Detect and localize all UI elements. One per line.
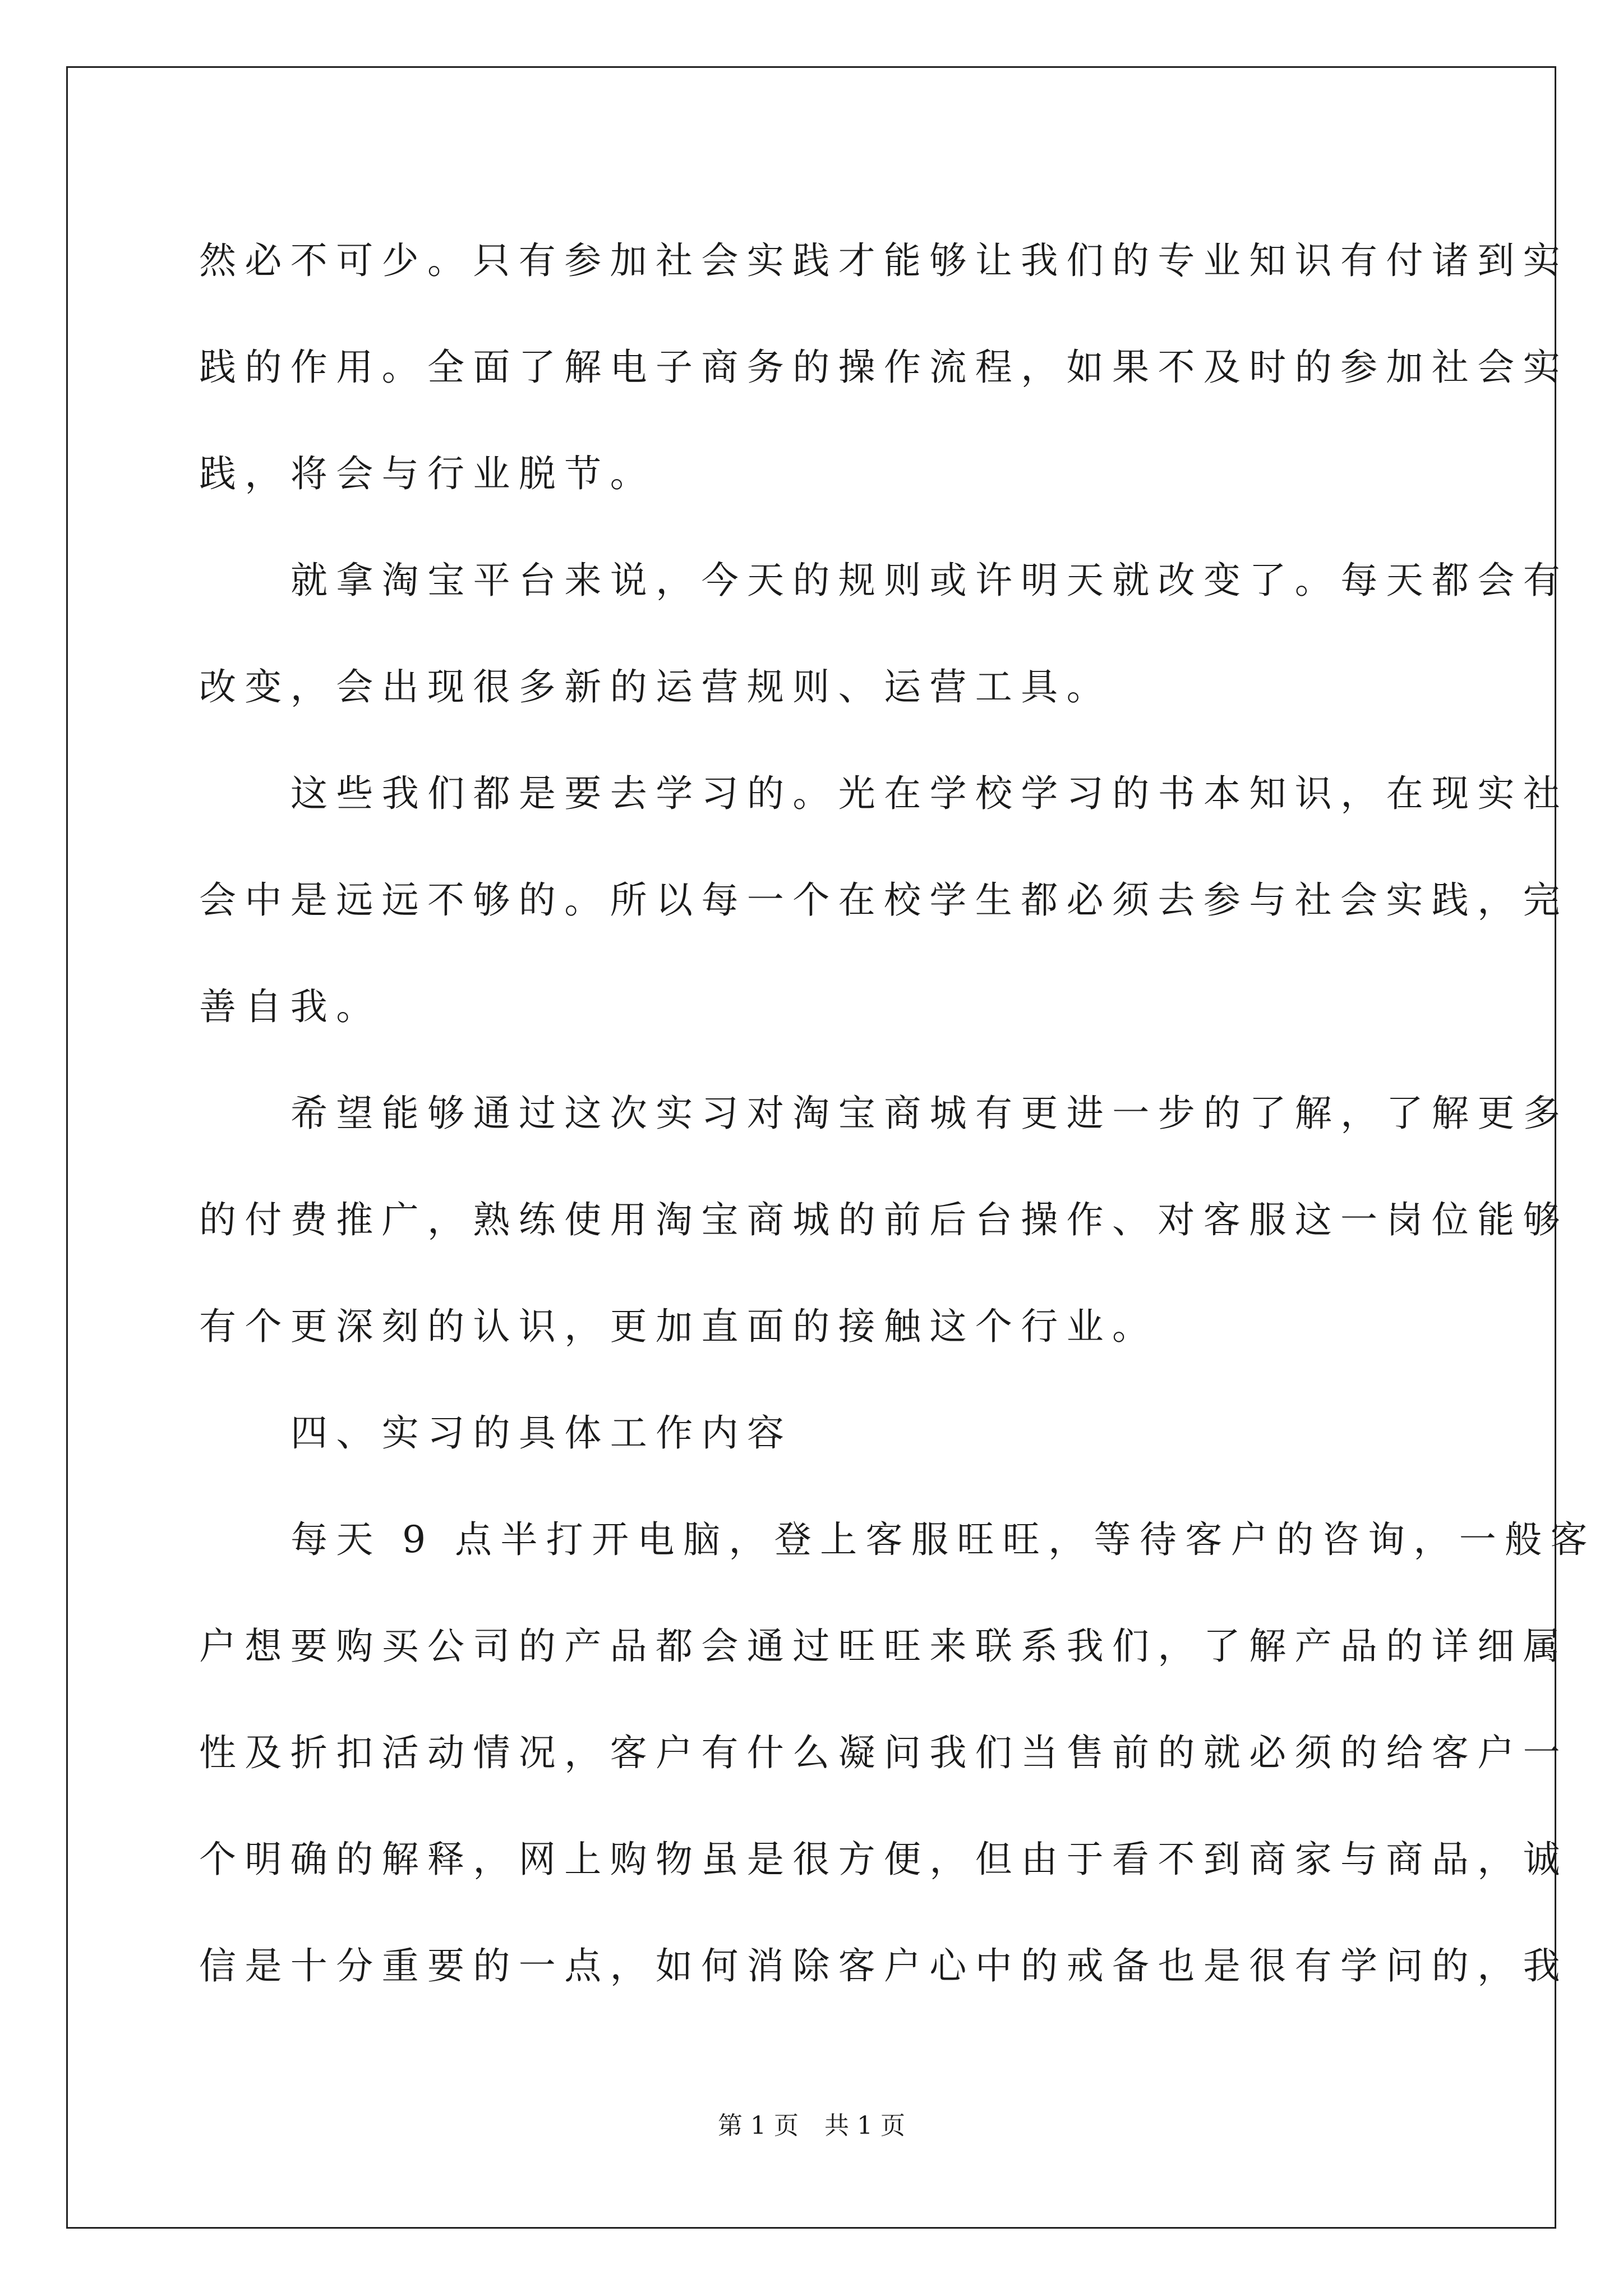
page-number: 第 1 页 — [718, 2111, 799, 2140]
text-line: 性及折扣活动情况，客户有什么凝问我们当售前的就必须的给客户一 — [199, 1731, 1569, 1774]
text-line: 改变，会出现很多新的运营规则、运营工具。 — [199, 665, 1112, 708]
text-line: 会中是远远不够的。所以每一个在校学生都必须去参与社会实践，完 — [199, 878, 1569, 922]
document-body — [199, 208, 1596, 2019]
page-footer — [0, 2109, 1623, 2143]
text-line: 个明确的解释，网上购物虽是很方便，但由于看不到商家与商品，诚 — [199, 1838, 1569, 1881]
text-line: 善自我。 — [199, 985, 382, 1028]
section-heading: 四、实习的具体工作内容 — [291, 1411, 793, 1455]
text-line: 的付费推广，熟练使用淘宝商城的前后台操作、对客服这一岗位能够 — [199, 1198, 1569, 1241]
text-line: 信是十分重要的一点，如何消除客户心中的戒备也是很有学问的，我 — [199, 1944, 1569, 1987]
paragraph-first-line: 就拿淘宝平台来说，今天的规则或许明天就改变了。每天都会有 — [291, 559, 1569, 602]
text-line: 然必不可少。只有参加社会实践才能够让我们的专业知识有付诸到实 — [199, 239, 1569, 282]
page-total: 共 1 页 — [824, 2111, 905, 2140]
paragraph-first-line: 这些我们都是要去学习的。光在学校学习的书本知识，在现实社 — [291, 772, 1569, 815]
text-line: 践的作用。全面了解电子商务的操作流程，如果不及时的参加社会实 — [199, 346, 1569, 389]
text-line: 践，将会与行业脱节。 — [199, 452, 656, 495]
paragraph-first-line: 每天 9 点半打开电脑，登上客服旺旺，等待客户的咨询，一般客 — [291, 1518, 1596, 1561]
text-line: 有个更深刻的认识，更加直面的接触这个行业。 — [199, 1305, 1158, 1348]
text-line: 户想要购买公司的产品都会通过旺旺来联系我们，了解产品的详细属 — [199, 1625, 1569, 1668]
paragraph-first-line: 希望能够通过这次实习对淘宝商城有更进一步的了解，了解更多 — [291, 1092, 1569, 1135]
